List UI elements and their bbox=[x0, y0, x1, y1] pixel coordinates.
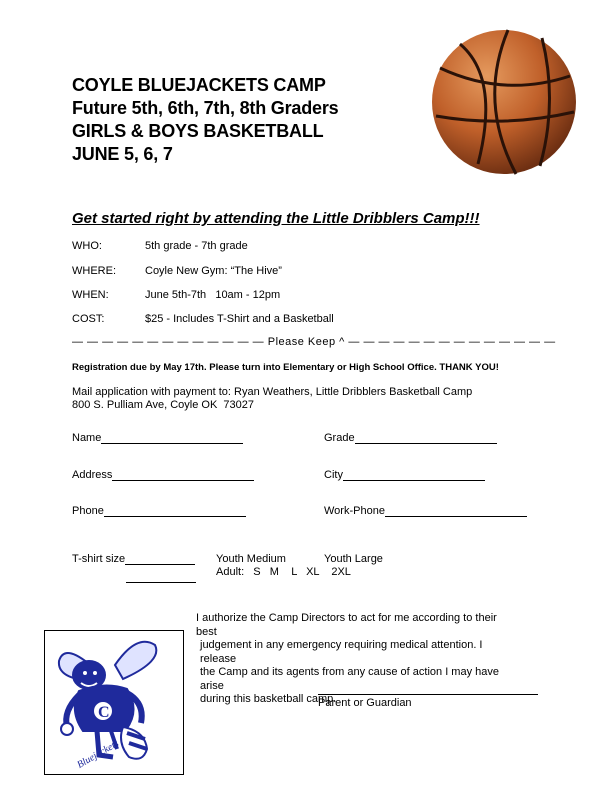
auth-line-3: the Camp and its agents from any cause of action I may have arise bbox=[200, 666, 499, 692]
authorization-text bbox=[196, 612, 516, 707]
city-label: City bbox=[324, 469, 343, 481]
address-field[interactable] bbox=[72, 469, 254, 481]
address-line[interactable] bbox=[112, 469, 254, 481]
name-line[interactable] bbox=[101, 432, 243, 444]
grade-field[interactable] bbox=[324, 432, 497, 444]
signature-line[interactable] bbox=[318, 694, 538, 695]
grade-line[interactable] bbox=[355, 432, 497, 444]
mail-line-2: 800 S. Pulliam Ave, Coyle OK 73027 bbox=[72, 399, 255, 411]
signature-label: Parent or Guardian bbox=[318, 697, 412, 709]
logo-script: Bluejackets bbox=[75, 738, 121, 771]
basketball-icon bbox=[430, 28, 578, 176]
where-label: WHERE: bbox=[72, 265, 116, 277]
camp-title: COYLE BLUEJACKETS CAMP bbox=[72, 75, 326, 95]
mail-instructions bbox=[72, 386, 472, 412]
cost-value: $25 - Includes T-Shirt and a Basketball bbox=[145, 313, 334, 325]
grade-label: Grade bbox=[324, 432, 355, 444]
mail-line-1: Mail application with payment to: Ryan Weathers, Little Dribblers Basketball Camp bbox=[72, 386, 473, 398]
work-phone-line[interactable] bbox=[385, 505, 527, 517]
tshirt-line-2[interactable] bbox=[126, 571, 196, 583]
phone-line[interactable] bbox=[104, 505, 246, 517]
city-line[interactable] bbox=[343, 469, 485, 481]
youth-large-option[interactable]: Youth Large bbox=[324, 553, 383, 565]
work-phone-field[interactable] bbox=[324, 505, 527, 517]
auth-line-4: during this basketball camp. bbox=[200, 693, 337, 705]
address-label: Address bbox=[72, 469, 113, 481]
name-label: Name bbox=[72, 432, 102, 444]
keep-divider: — — — — — — — — — — — — — Please Keep ^ — — — — — — — — — — — — — — bbox=[72, 336, 556, 348]
youth-medium-option[interactable]: Youth Medium bbox=[216, 553, 286, 565]
phone-label: Phone bbox=[72, 505, 104, 517]
camp-sport: GIRLS & BOYS BASKETBALL bbox=[72, 121, 324, 141]
who-value: 5th grade - 7th grade bbox=[145, 240, 248, 252]
tshirt-field[interactable] bbox=[72, 553, 195, 565]
registration-note: Registration due by May 17th. Please turn into Elementary or High School Office. THANK YOU! bbox=[72, 362, 499, 373]
tagline: Get started right by attending the Little Dribblers Camp!!! bbox=[72, 210, 480, 227]
when-label: WHEN: bbox=[72, 289, 109, 301]
tshirt-line-1[interactable] bbox=[125, 553, 195, 565]
camp-grades: Future 5th, 6th, 7th, 8th Graders bbox=[72, 98, 339, 118]
auth-line-2: judgement in any emergency requiring medical attention. I release bbox=[200, 639, 483, 665]
svg-text:C: C bbox=[98, 704, 110, 721]
adult-sizes-option[interactable]: Adult: S M L XL 2XL bbox=[216, 566, 351, 578]
work-phone-label: Work-Phone bbox=[324, 505, 385, 517]
bluejackets-logo bbox=[44, 630, 184, 775]
hornet-mascot-icon bbox=[45, 631, 183, 774]
where-value: Coyle New Gym: “The Hive” bbox=[145, 265, 282, 277]
auth-line-1: I authorize the Camp Directors to act for me according to their best bbox=[196, 612, 497, 638]
camp-dates: JUNE 5, 6, 7 bbox=[72, 144, 173, 164]
when-value: June 5th-7th 10am - 12pm bbox=[145, 289, 281, 301]
phone-field[interactable] bbox=[72, 505, 246, 517]
cost-label: COST: bbox=[72, 313, 105, 325]
city-field[interactable] bbox=[324, 469, 485, 481]
tshirt-line-2-wrap[interactable] bbox=[126, 565, 196, 583]
name-field[interactable] bbox=[72, 432, 243, 444]
who-label: WHO: bbox=[72, 240, 102, 252]
tshirt-label: T-shirt size bbox=[72, 553, 126, 565]
